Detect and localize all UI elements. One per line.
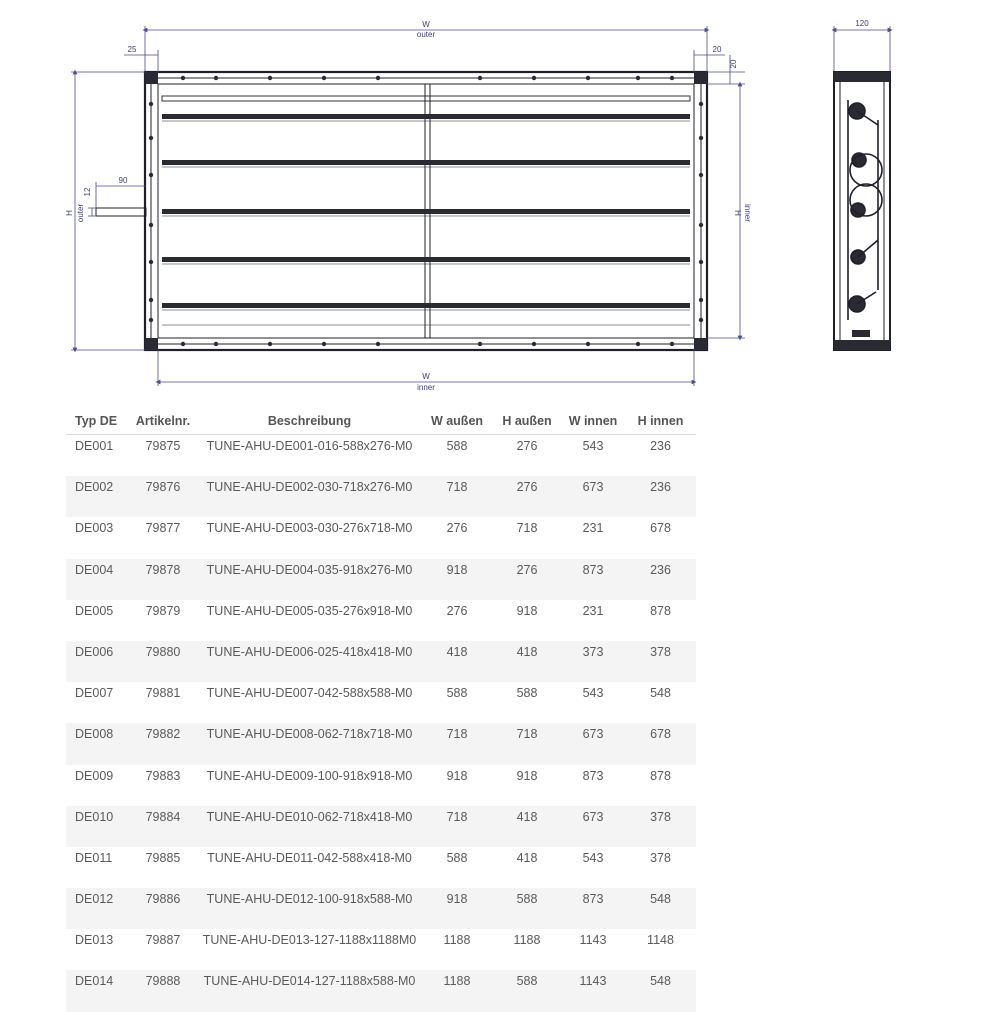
- cell-col-h-aussen: 276: [493, 559, 561, 600]
- cell-col-typ: DE010: [66, 806, 128, 847]
- dimension-w-inner: [158, 350, 694, 392]
- table-row: [66, 435, 696, 477]
- cell-col-artikelnr: 79881: [145, 686, 181, 701]
- cell-col-w-aussen: 718: [421, 476, 493, 517]
- cell-col-h-innen: 236: [625, 476, 696, 517]
- cell-col-w-innen: 1143: [561, 970, 625, 1011]
- cell-col-h-innen: 548: [625, 970, 696, 1011]
- dimension-shaft: [83, 176, 146, 216]
- dim-top-flange: 20: [729, 59, 738, 69]
- cell-col-beschreibung: TUNE-AHU-DE003-030-276x718-M0: [206, 521, 413, 536]
- cell-col-h-aussen: 418: [516, 850, 538, 865]
- cell-col-typ: DE009: [75, 768, 114, 783]
- cell-col-w-aussen: 588: [446, 686, 468, 701]
- drive-shaft: [96, 208, 146, 216]
- cell-col-beschreibung: TUNE-AHU-DE008-062-718x718-M0: [198, 723, 421, 764]
- cell-col-h-innen: 548: [625, 888, 696, 929]
- cell-col-h-aussen: 588: [493, 970, 561, 1011]
- corner-block: [694, 72, 707, 84]
- side-view: [834, 19, 890, 350]
- dim-right-flange: 20: [712, 45, 722, 54]
- cell-col-beschreibung: TUNE-AHU-DE012-100-918x588-M0: [198, 888, 421, 929]
- linkage-mechanism: [848, 100, 882, 320]
- cell-col-artikelnr: 79887: [145, 933, 181, 948]
- cell-col-h-innen: 878: [650, 768, 671, 783]
- cell-col-beschreibung: TUNE-AHU-DE004-035-918x276-M0: [198, 559, 421, 600]
- cell-col-artikelnr: 79877: [145, 521, 181, 536]
- cell-col-typ: DE003: [75, 521, 114, 536]
- cell-col-h-innen: 548: [650, 686, 671, 701]
- dimension-left-flange: [124, 45, 158, 72]
- cell-col-artikelnr: 79888: [128, 970, 198, 1011]
- cell-col-beschreibung: TUNE-AHU-DE002-030-718x276-M0: [198, 476, 421, 517]
- cell-col-h-aussen: 276: [516, 439, 538, 453]
- cell-col-beschreibung: TUNE-AHU-DE011-042-588x418-M0: [207, 850, 412, 865]
- cell-col-w-innen: 873: [582, 768, 604, 783]
- cell-col-h-aussen: 718: [516, 521, 538, 536]
- cell-col-w-aussen: 1188: [443, 933, 471, 948]
- front-view: [65, 20, 752, 392]
- product-table-container: [66, 408, 696, 1012]
- h-outer-label: H: [65, 210, 74, 216]
- table-row: [66, 476, 696, 517]
- cell-col-beschreibung: TUNE-AHU-DE006-025-418x418-M0: [198, 641, 421, 682]
- table-row: [66, 682, 696, 723]
- dim-left-flange: 25: [127, 45, 137, 54]
- cell-col-artikelnr: 79884: [128, 806, 198, 847]
- cell-col-h-aussen: 1188: [513, 933, 541, 948]
- cell-col-typ: DE004: [66, 559, 128, 600]
- table-row: [66, 559, 696, 600]
- dimension-w-outer: [145, 20, 707, 72]
- cell-col-w-aussen: 1188: [421, 970, 493, 1011]
- cell-col-h-aussen: 588: [493, 888, 561, 929]
- cell-col-w-aussen: 918: [446, 768, 468, 783]
- corner-block: [145, 72, 158, 84]
- header-col-artikelnr: Artikelnr.: [128, 408, 198, 435]
- cell-col-w-innen: 673: [561, 476, 625, 517]
- cell-col-typ: DE013: [75, 933, 114, 948]
- cell-col-w-innen: 673: [561, 806, 625, 847]
- cell-col-h-innen: 1148: [647, 933, 674, 948]
- cell-col-w-aussen: 276: [446, 603, 468, 618]
- cell-col-w-innen: 543: [582, 439, 604, 453]
- header-col-h-innen: H innen: [625, 408, 696, 435]
- cell-col-artikelnr: 79882: [128, 723, 198, 764]
- cell-col-typ: DE011: [75, 850, 113, 865]
- table-row: [66, 929, 696, 970]
- cell-col-beschreibung: TUNE-AHU-DE010-062-718x418-M0: [198, 806, 421, 847]
- cell-col-w-aussen: 418: [421, 641, 493, 682]
- w-outer-sub: outer: [416, 30, 436, 39]
- cell-col-h-aussen: 418: [493, 806, 561, 847]
- table-body: [66, 435, 696, 1012]
- dim-shaft-length: 90: [118, 176, 128, 185]
- table-row: [66, 888, 696, 929]
- corner-block: [694, 338, 707, 350]
- cell-col-h-innen: 236: [650, 439, 671, 453]
- cell-col-typ: DE012: [66, 888, 128, 929]
- cell-col-beschreibung: TUNE-AHU-DE013-127-1188x1188M0: [202, 933, 417, 948]
- cell-col-w-innen: 873: [561, 888, 625, 929]
- cell-col-w-innen: 543: [582, 686, 604, 701]
- table-row: [66, 847, 696, 888]
- table-row: [66, 600, 696, 641]
- cell-col-beschreibung: TUNE-AHU-DE007-042-588x588-M0: [206, 686, 413, 701]
- header-col-w-innen: W innen: [561, 408, 625, 435]
- technical-drawing: [0, 0, 1000, 400]
- cell-col-h-aussen: 918: [516, 768, 538, 783]
- product-table: [66, 408, 696, 1012]
- cell-col-typ: DE001: [75, 439, 114, 453]
- cell-col-beschreibung: TUNE-AHU-DE005-035-276x918-M0: [206, 603, 413, 618]
- cell-col-w-innen: 543: [582, 850, 604, 865]
- cell-col-w-aussen: 588: [446, 850, 468, 865]
- cell-col-w-innen: 373: [561, 641, 625, 682]
- cell-col-artikelnr: 79886: [128, 888, 198, 929]
- cell-col-h-aussen: 418: [493, 641, 561, 682]
- cell-col-typ: DE005: [75, 603, 114, 618]
- cell-col-h-innen: 878: [650, 603, 671, 618]
- cell-col-h-innen: 378: [625, 806, 696, 847]
- cell-col-artikelnr: 79883: [145, 768, 181, 783]
- actuator-mount: [852, 330, 870, 337]
- cell-col-beschreibung: TUNE-AHU-DE014-127-1188x588-M0: [198, 970, 421, 1011]
- cell-col-artikelnr: 79875: [145, 439, 181, 453]
- table-row: [66, 517, 696, 558]
- h-inner-sub: inner: [743, 204, 752, 222]
- cell-col-beschreibung: TUNE-AHU-DE001-016-588x276-M0: [206, 439, 413, 453]
- dimension-h-outer: [65, 72, 145, 350]
- header-col-w-aussen: W außen: [421, 408, 493, 435]
- cell-col-w-aussen: 918: [421, 559, 493, 600]
- cell-col-h-innen: 678: [625, 723, 696, 764]
- cell-col-w-aussen: 588: [446, 439, 468, 453]
- cell-col-h-aussen: 588: [516, 686, 538, 701]
- h-inner-label: H: [733, 210, 742, 216]
- table-row: [66, 723, 696, 764]
- cell-col-h-innen: 378: [650, 850, 671, 865]
- cell-col-w-aussen: 276: [446, 521, 468, 536]
- header-col-h-aussen: H außen: [493, 408, 561, 435]
- cell-col-artikelnr: 79880: [128, 641, 198, 682]
- cell-col-typ: DE008: [66, 723, 128, 764]
- cell-col-artikelnr: 79885: [145, 850, 181, 865]
- cell-col-h-innen: 678: [650, 521, 671, 536]
- cell-col-artikelnr: 79878: [128, 559, 198, 600]
- w-inner-label: W: [422, 372, 430, 381]
- cell-col-w-innen: 231: [582, 603, 604, 618]
- corner-block: [145, 338, 158, 350]
- h-outer-sub: outer: [76, 203, 85, 223]
- header-col-beschreibung: Beschreibung: [198, 408, 421, 435]
- cell-col-h-aussen: 918: [516, 603, 538, 618]
- cell-col-typ: DE006: [66, 641, 128, 682]
- table-header-row: [66, 408, 696, 435]
- cell-col-w-innen: 673: [561, 723, 625, 764]
- dim-shaft-diameter: 12: [83, 187, 92, 197]
- table-row: [66, 765, 696, 806]
- dimension-h-inner: [707, 84, 752, 338]
- cell-col-w-innen: 873: [561, 559, 625, 600]
- w-inner-sub: inner: [417, 383, 435, 392]
- table-row: [66, 806, 696, 847]
- side-depth: 120: [855, 19, 869, 28]
- cell-col-typ: DE002: [66, 476, 128, 517]
- cell-col-beschreibung: TUNE-AHU-DE009-100-918x918-M0: [206, 768, 413, 783]
- cell-col-w-aussen: 718: [421, 723, 493, 764]
- cell-col-w-aussen: 918: [421, 888, 493, 929]
- table-row: [66, 641, 696, 682]
- table-row: [66, 970, 696, 1011]
- cell-col-w-aussen: 718: [421, 806, 493, 847]
- cell-col-h-innen: 378: [625, 641, 696, 682]
- cell-col-h-innen: 236: [625, 559, 696, 600]
- cell-col-w-innen: 231: [582, 521, 604, 536]
- cell-col-typ: DE007: [75, 686, 114, 701]
- cell-col-h-aussen: 718: [493, 723, 561, 764]
- cell-col-typ: DE014: [66, 970, 128, 1011]
- w-outer-label: W: [422, 20, 430, 29]
- cell-col-artikelnr: 79879: [145, 603, 181, 618]
- cell-col-w-innen: 1143: [579, 933, 607, 948]
- header-col-typ: Typ DE: [66, 408, 128, 435]
- cell-col-artikelnr: 79876: [128, 476, 198, 517]
- damper-blades: [162, 96, 690, 325]
- cell-col-h-aussen: 276: [493, 476, 561, 517]
